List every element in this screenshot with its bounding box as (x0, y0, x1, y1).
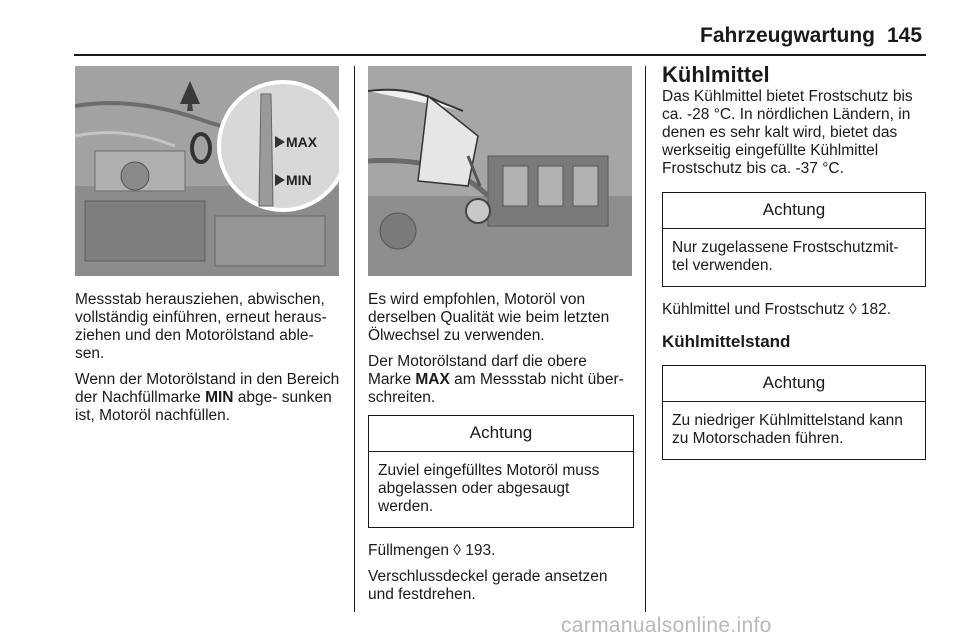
min-mark-bold: MIN (205, 389, 234, 406)
warning-box-overfill (368, 415, 634, 528)
engine-illustration (75, 66, 339, 276)
warning-box-title: Achtung (369, 416, 633, 452)
page-header-title: Fahrzeugwartung (700, 24, 876, 47)
dipstick-max-label: MAX (286, 134, 318, 150)
warning-box-text: Zuviel eingefülltes Motoröl muss abgelassen oder abgesaugt werden. (378, 462, 600, 515)
paragraph-coolant-frost: Das Kühlmittel bietet Frostschutz bis ca. -28 °C. In nördlichen Ländern, in denen es sehr kalt wird, bietet das werkseitig eingefüllte Kühlmittel Frostschutz bis ca. -37 °C. (662, 88, 913, 177)
reference-coolant-antifreeze[interactable]: Kühlmittel und Frostschutz ◊ 182. (662, 301, 892, 318)
header-rule (74, 54, 926, 56)
column-divider-2 (645, 66, 646, 612)
paragraph-max-mark: Der Motorölstand darf die obere Marke MAX am Messstab nicht über- schreiten. (368, 353, 624, 406)
figure-dipstick (75, 66, 339, 276)
column-1 (75, 291, 345, 433)
paragraph-dipstick-check: Messstab herausziehen, abwischen, vollständig einführen, erneut heraus- ziehen und den Motorölstand able- sen. (75, 291, 327, 362)
max-mark-bold: MAX (415, 371, 450, 388)
column-3 (662, 62, 926, 474)
page-ref-icon: ◊ (848, 301, 857, 318)
section-title-coolant: Kühlmittel (662, 62, 770, 87)
reference-fill-quantities[interactable]: Füllmengen ◊ 193. (368, 542, 496, 559)
warning-box-text: Nur zugelassene Frostschutzmit- tel verwenden. (672, 239, 899, 274)
warning-box-title: Achtung (663, 366, 925, 402)
column-2 (368, 291, 634, 612)
page-number: 145 (887, 24, 923, 47)
paragraph-cap: Verschlussdeckel gerade ansetzen und festdrehen. (368, 568, 608, 603)
warning-box-title: Achtung (663, 193, 925, 229)
warning-box-low-coolant (662, 365, 926, 460)
column-divider-1 (354, 66, 355, 612)
page-ref-icon: ◊ (453, 542, 461, 559)
oil-pouring-illustration (368, 66, 632, 276)
watermark: carmanualsonline.info (561, 614, 772, 637)
warning-box-text: Zu niedriger Kühlmittelstand kann zu Motorschaden führen. (672, 412, 903, 447)
dipstick-min-label: MIN (286, 172, 312, 188)
figure-oil-filling (368, 66, 632, 276)
warning-box-antifreeze (662, 192, 926, 287)
paragraph-min-mark: Wenn der Motorölstand in den Bereich der Nachfüllmarke MIN abge- sunken ist, Motoröl nachfüllen. (75, 371, 340, 424)
paragraph-oil-quality: Es wird empfohlen, Motoröl von derselben Qualität wie beim letzten Ölwechsel zu verwenden. (368, 291, 610, 344)
subsection-title-coolant-level: Kühlmittelstand (662, 332, 791, 351)
